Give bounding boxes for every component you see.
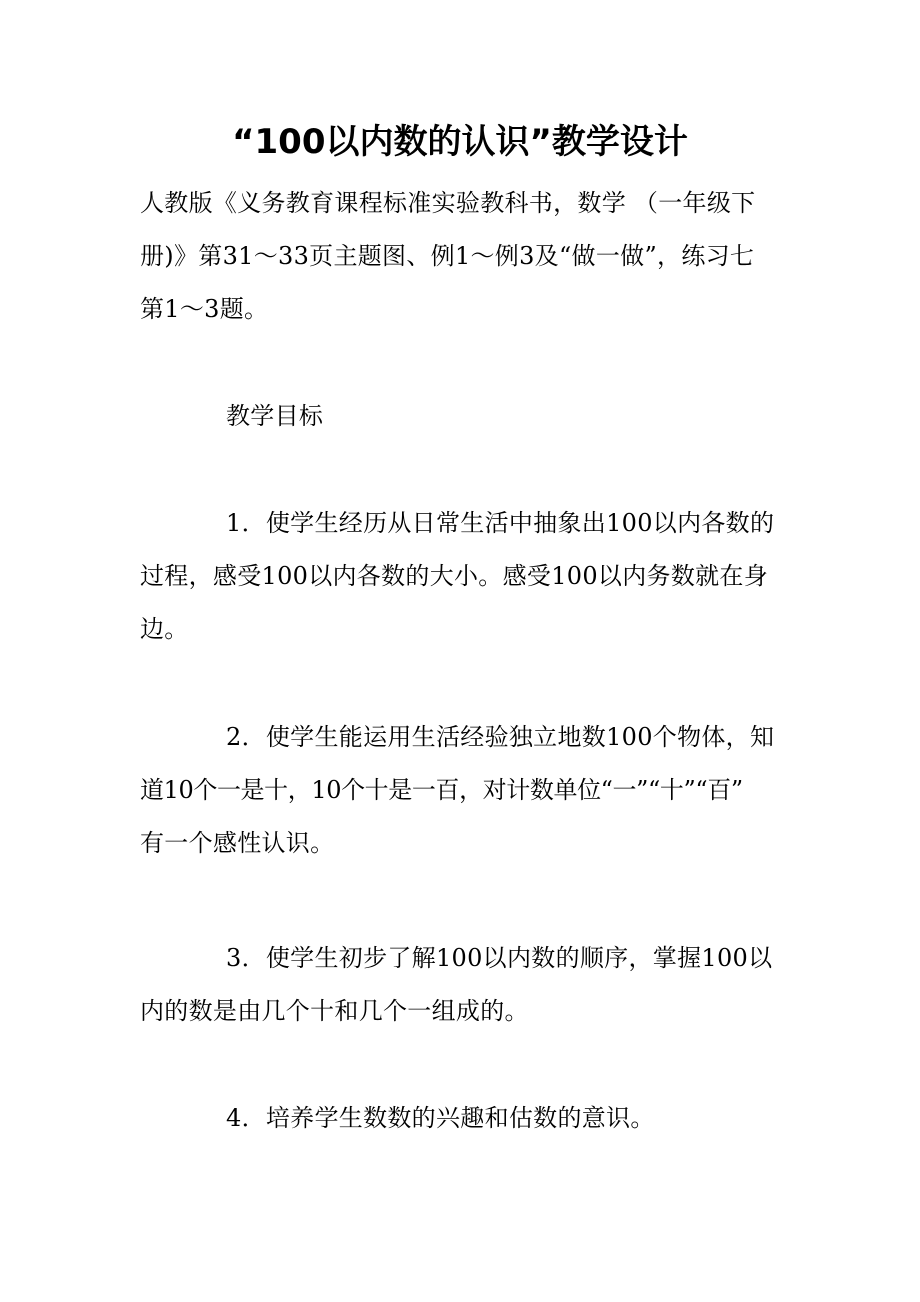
objective-line: 过程，感受100以内各数的大小。感受100以内务数就在身 xyxy=(140,562,769,590)
objective-line: 3．使学生初步了解100以内数的顺序，掌握100以 xyxy=(226,944,773,972)
document-title: “100以内数的认识”教学设计 xyxy=(232,122,688,162)
section-heading: 教学目标 xyxy=(226,402,324,430)
intro-line: 人教版《义务教育课程标准实验教科书，数学 （一年级下 xyxy=(140,189,756,217)
objective-line: 内的数是由几个十和几个一组成的。 xyxy=(140,997,529,1025)
objective-line: 2．使学生能运用生活经验独立地数100个物体，知 xyxy=(226,723,775,751)
intro-line: 第1～3题。 xyxy=(140,295,269,323)
objective-line: 1．使学生经历从日常生活中抽象出100以内各数的 xyxy=(226,509,775,537)
objective-line: 边。 xyxy=(140,615,189,643)
objective-line: 有一个感性认识。 xyxy=(140,829,335,857)
objective-line: 道10个一是十，10个十是一百，对计数单位“一”“十”“百” xyxy=(140,776,743,804)
intro-line: 册)》第31～33页主题图、例1～例3及“做一做”，练习七 xyxy=(140,242,755,270)
objective-line: 4．培养学生数数的兴趣和估数的意识。 xyxy=(226,1104,655,1132)
